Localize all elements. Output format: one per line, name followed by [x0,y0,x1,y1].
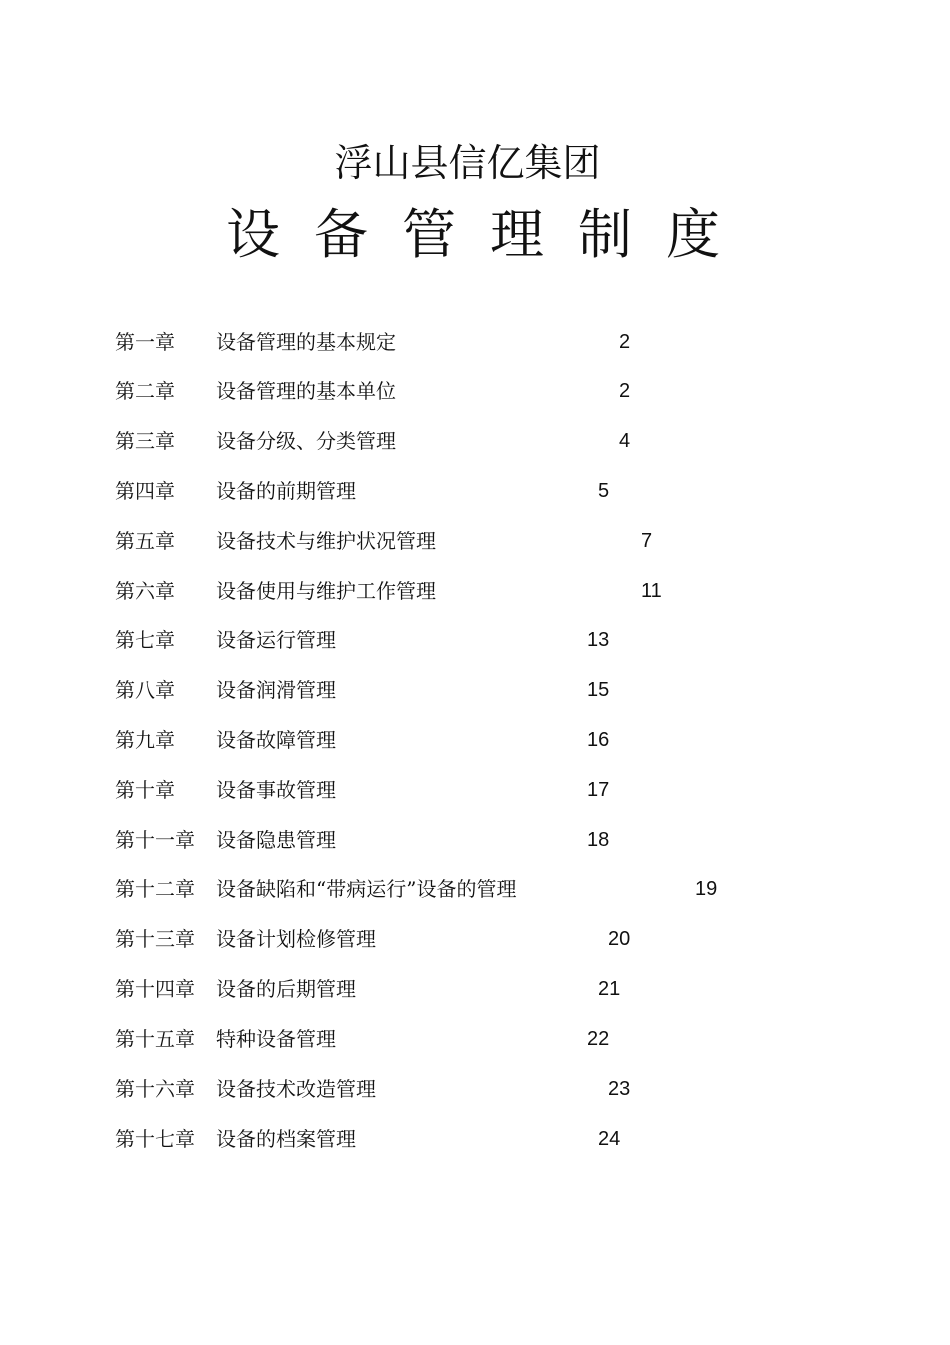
toc-row[interactable] [115,724,915,756]
toc-page-number: 15 [587,679,610,701]
toc-row[interactable] [115,973,915,1005]
document-title: 设备管理制度 [226,203,754,266]
toc-row[interactable] [115,525,915,557]
toc-row[interactable] [115,475,915,507]
toc-chapter-title: 设备管理的基本单位 [216,379,396,403]
toc-chapter-title: 设备分级、分类管理 [216,429,396,453]
toc-page-number: 18 [587,829,610,851]
toc-chapter-title: 设备技术与维护状况管理 [216,529,436,553]
toc-page-number: 19 [695,878,718,900]
toc-row[interactable] [115,575,915,607]
toc-chapter-title: 设备润滑管理 [216,678,336,702]
toc-chapter-title: 设备的档案管理 [216,1127,356,1151]
toc-chapter-title: 设备的后期管理 [216,977,356,1001]
toc-page-number: 17 [587,779,610,801]
toc-chapter-title: 设备使用与维护工作管理 [216,579,436,603]
toc-chapter-title: 设备事故管理 [216,778,336,802]
toc-page-number: 2 [619,331,631,353]
toc-page-number: 24 [598,1128,621,1150]
toc-chapter-label: 第七章 [115,628,175,652]
toc-row[interactable] [115,375,915,407]
toc-row[interactable] [115,624,915,656]
toc-chapter-title: 特种设备管理 [216,1027,336,1051]
toc-page-number: 5 [598,480,610,502]
toc-row[interactable] [115,425,915,457]
toc-row[interactable] [115,923,915,955]
toc-chapter-label: 第九章 [115,728,175,752]
toc-chapter-title: 设备隐患管理 [216,828,336,852]
toc-page-number: 4 [619,430,631,452]
toc-row[interactable] [115,326,915,358]
toc-chapter-title: 设备的前期管理 [216,479,356,503]
toc-row[interactable] [115,1123,915,1155]
toc-chapter-label: 第十六章 [115,1077,195,1101]
toc-page-number: 13 [587,629,610,651]
toc-page-number: 7 [641,530,653,552]
toc-chapter-label: 第十章 [115,778,175,802]
toc-page-number: 16 [587,729,610,751]
toc-chapter-label: 第十五章 [115,1027,195,1051]
toc-chapter-label: 第二章 [115,379,175,403]
toc-page-number: 21 [598,978,621,1000]
toc-page-number: 23 [608,1078,631,1100]
toc-chapter-label: 第三章 [115,429,175,453]
toc-row[interactable] [115,1023,915,1055]
toc-row[interactable] [115,873,915,905]
toc-chapter-label: 第十四章 [115,977,195,1001]
toc-chapter-title: 设备缺陷和“带病运行”设备的管理 [216,877,517,901]
organization-name: 浮山县信亿集团 [334,141,601,185]
toc-chapter-label: 第十三章 [115,927,195,951]
toc-chapter-label: 第六章 [115,579,175,603]
toc-page-number: 2 [619,380,631,402]
toc-chapter-label: 第四章 [115,479,175,503]
toc-row[interactable] [115,824,915,856]
toc-chapter-title: 设备运行管理 [216,628,336,652]
toc-chapter-label: 第五章 [115,529,175,553]
toc-row[interactable] [115,774,915,806]
toc-chapter-label: 第十一章 [115,828,195,852]
toc-chapter-label: 第十二章 [115,877,195,901]
toc-chapter-label: 第十七章 [115,1127,195,1151]
toc-page-number: 22 [587,1028,610,1050]
toc-row[interactable] [115,674,915,706]
toc-chapter-title: 设备技术改造管理 [216,1077,376,1101]
toc-chapter-title: 设备管理的基本规定 [216,330,396,354]
toc-page-number: 11 [641,580,662,602]
toc-chapter-label: 第一章 [115,330,175,354]
toc-row[interactable] [115,1073,915,1105]
toc-page-number: 20 [608,928,631,950]
toc-chapter-title: 设备计划检修管理 [216,927,376,951]
toc-chapter-title: 设备故障管理 [216,728,336,752]
toc-chapter-label: 第八章 [115,678,175,702]
